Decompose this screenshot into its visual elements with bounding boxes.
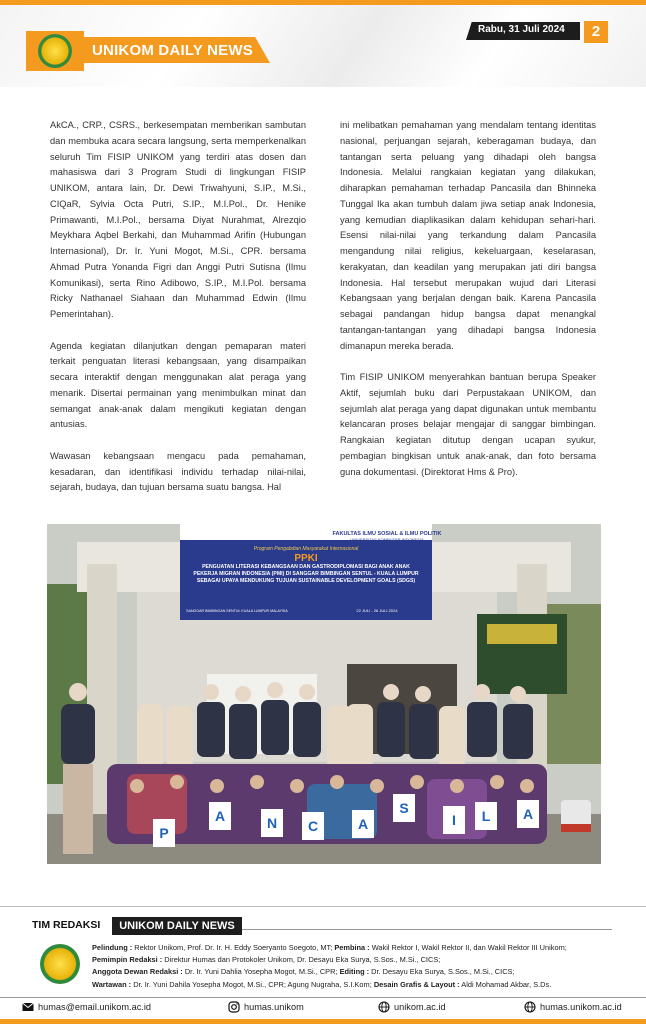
footer-rule [0,997,646,998]
credit-row [92,979,632,991]
sign-letter: A [522,806,534,822]
sign-letter: A [357,816,369,832]
instagram-icon [228,1001,240,1013]
unikom-logo [38,34,72,68]
paragraph: Tim FISIP UNIKOM menyerahkan bantuan berupa Speaker Aktif, sejumlah buku dari Perpustakaan UNIKOM, dan sejumlah alat peraga yang dapat digunakan untuk membantu kelancaran proses belajar mengajar di sanggar bimbingan. Rangkaian kegiatan ditutup dengan ucapan syukur, pembagian bingkisan untuk anak-anak, dan foto bersama guna dokumentasi. (Direktorat Hms & Pro). [340,372,596,477]
credit-value: Dr. Desayu Eka Surya, S.Sos., M.Si., CICS; [369,967,515,977]
credit-role: Pembina : [334,943,370,952]
paragraph: Agenda kegiatan dilanjutkan dengan pemaparan materi terkait penguatan literasi kebangsaan, yang disampaikan secara interaktif dengan menggunakan alat peraga yang menarik. Disertai permainan yang menimbulkan minat dan semangat anak-anak dalam mengikuti kegiatan dengan antusias. [50,340,306,430]
envelope-icon [22,1001,34,1013]
banner-title: PENGUATAN LITERASI KEBANGSAAN DAN GASTRODIPLOMASI BAGI ANAK ANAK PEKERJA MIGRAN INDONESIA (PMI) DI SANGGAR BIMBINGAN SENTUL - KUALA LUMPUR SEBAGAI UPAYA MENDUKUNG TUJUAN SUSTAINABLE DEVELOPMENT GOALS (SDGS) [193,564,419,584]
credit-role: Editing : [339,967,370,977]
footer-email[interactable] [22,1001,151,1013]
banner-place: SANGGAR BIMBINGAN SENTUL KUALA LUMPUR MALAYSIA [186,609,288,613]
page-number: 2 [584,21,608,43]
credit-row [92,966,632,978]
footer-humas-site[interactable] [524,1001,622,1013]
credit-role: Wartawan : [92,979,132,989]
article-column-right [340,118,596,496]
sign-letter: N [266,815,278,831]
bottom-accent-bar [0,1019,646,1024]
sign-letter: C [307,818,319,834]
team-brand: UNIKOM DAILY NEWS [112,917,242,935]
credit-row [92,954,632,966]
banner-program: Program Pengabdian Masyarakat Internasional [253,546,359,552]
page-footer [0,1001,646,1017]
sign-letter: A [214,808,226,824]
credit-value: Dr. Ir. Yuni Dahlia Yosepha Mogot, M.Si., CPR; [182,967,340,977]
team-label: TIM REDAKSI [32,919,101,931]
footer-email-text: humas@email.unikom.ac.id [38,1002,151,1012]
article-column-left [50,118,306,512]
unikom-logo-small [40,944,80,984]
banner-ppki: PPKI [294,553,318,564]
credit-role: Pemimpin Redaksi : [92,955,163,965]
banner-faculty: FAKULTAS ILMU SOSIAL & ILMU POLITIK [332,531,442,537]
banner-university: UNIVERSITAS KOMPUTER INDONESIA [350,537,424,542]
page-header [0,5,646,87]
footer-website-text: unikom.ac.id [394,1002,446,1012]
sign-letter: S [399,800,409,816]
banner-date: 22 JULI - 26 JULI 2024 [356,608,398,613]
sign-letter: L [481,808,491,824]
issue-date: Rabu, 31 Juli 2024 [478,24,565,35]
sign-letter: I [452,812,456,828]
credit-role: Pelindung : [92,943,133,952]
globe-icon [524,1001,536,1013]
credit-value: Wakil Rektor I, Wakil Rektor II, dan Wakil Rektor III Unikom; [369,943,567,952]
paragraph: Wawasan kebangsaan mengacu pada pemahaman, kesadaran, dan identifikasi individu terhadap nilai-nilai, sejarah, budaya, dan tujuan bersama suatu bangsa. Hal [50,450,306,493]
footer-humas-site-text: humas.unikom.ac.id [540,1002,622,1012]
credit-value: Aldi Mohamad Akbar, S.Ds. [459,979,552,989]
brand-title: UNIKOM DAILY NEWS [92,42,253,59]
footer-website[interactable] [378,1001,446,1013]
credit-role: Desain Grafis & Layout : [373,979,460,989]
globe-icon [378,1001,390,1013]
group-photo-illustration [47,524,601,864]
credit-value: Direktur Humas dan Protokoler Unikom, Dr. Desayu Eka Surya, S.Sos., M.Si., CICS; [162,955,441,965]
credit-row [92,942,632,954]
paragraph: ini melibatkan pemahaman yang mendalam tentang identitas nasional, perjuangan sejarah, keberagaman budaya, dan tantangan serta peluang yang dihadapi oleh bangsa Indonesia. Melalui rangkaian kegiatan yang dilakukan, diharapkan pemahaman terhadap Pancasila dan Bhinneka Tunggal Ika akan tumbuh dalam jiwa setiap anak Indonesia, yang kemudian diaplikasikan dalam kehidupan sehari-hari. Esensi nilai-nilai yang terkandung dalam Pancasila mengandung nilai religius, kekeluargaan, keselarasan, kerakyatan, dan keadilan yang merupakan jati diri bangsa Indonesia. Hal tersebut merupakan wujud dari Literasi Kebangsaan yang berjalan dengan baik. Karena Pancasila sebagai pandangan hidup bangsa dapat menangkal tantangan-tantangan yang dihadapi bangsa Indonesia dimanapun mereka berada. [340,120,596,351]
footer-instagram-text: humas.unikom [244,1002,304,1012]
credit-value: Rektor Unikom, Prof. Dr. Ir. H. Eddy Soeryanto Soegoto, MT; [132,943,335,952]
credit-role: Anggota Dewan Redaksi : [92,967,183,977]
sign-letter: P [159,825,169,841]
footer-instagram[interactable] [228,1001,304,1013]
editorial-credits [92,942,632,991]
credit-value: Dr. Ir. Yuni Dahila Yosepha Mogot, M.Si., CPR; Agung Nugraha, S.I.Kom; [131,979,374,989]
group-photo [47,524,601,864]
team-divider [0,906,646,907]
unikom-logo-box [26,31,84,71]
paragraph: AkCA., CRP., CSRS., berkesempatan memberikan sambutan dan membuka acara secara langsung, serta memperkenalkan seluruh Tim FISIP UNIKOM yang terdiri atas dosen dan mahasiswa dari 3 Program Studi di lingkungan FISIP UNIKOM, antara lain, Dr. Dewi Triwahyuni, S.IP., M.Si., CIQaR, Sylvia Octa Putri, S.IP., M.I.Pol., Dr. Henike Primawanti, M.I.Pol., bersama Diyat Nurahmat, Alrezqio Meykhara Aqbel Berkahi, dan Muhammad Arifin (Hubungan Internasional), Dr. Ir. Yuni Mogot, M.Si., CPR. bersama Ahmad Putra Yonanda Figri dan Anggi Putri Sutisna (Ilmu Komunikasi), serta Rino Adibowo, S.IP., M.I.Pol. bersama Ricky Nathanael Siahaan dan Muhammad Edwin (Ilmu Pemerintahan). [50,120,306,319]
